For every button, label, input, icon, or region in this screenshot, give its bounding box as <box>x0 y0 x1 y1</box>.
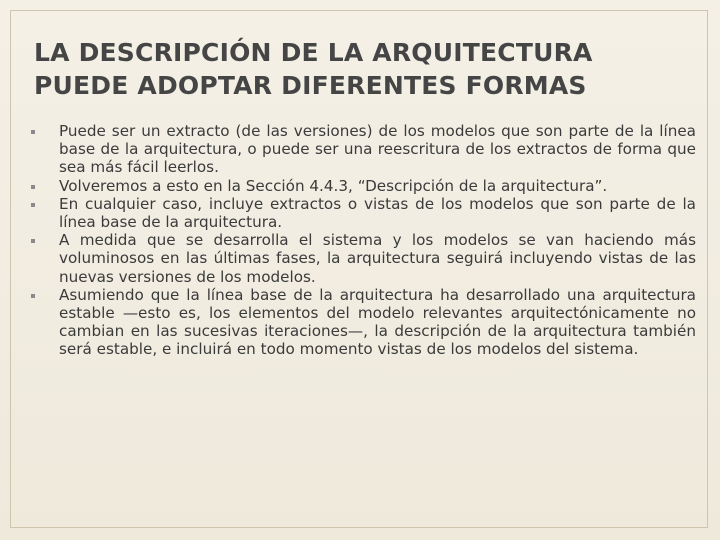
bullet-item-4 <box>26 231 696 286</box>
bullet-text: Puede ser un extracto (de las versiones) de los modelos que son parte de la línea base de la arquitectura, o puede ser una reescritura de los extractos de forma que sea más fácil leerlos. <box>59 122 696 177</box>
square-bullet-icon <box>31 130 35 134</box>
slide-title <box>34 36 684 102</box>
square-bullet-icon <box>31 239 35 243</box>
square-bullet-icon <box>31 185 35 189</box>
bullet-text: En cualquier caso, incluye extractos o vistas de los modelos que son parte de la línea base de la arquitectura. <box>59 194 696 232</box>
slide-title-line-2: PUEDE ADOPTAR DIFERENTES FORMAS <box>34 71 587 100</box>
slide-title-line-1: LA DESCRIPCIÓN DE LA ARQUITECTURA <box>34 38 593 67</box>
bullet-item-3 <box>26 195 696 231</box>
bullet-text: Asumiendo que la línea base de la arquitectura ha desarrollado una arquitectura estable —esto es, los elementos del modelo relevantes arquitectónicamente no cambian en las sucesivas iteraciones—, la descripción de la arquitectura también será estable, e incluirá en todo momento vistas de los modelos del sistema. <box>59 285 696 359</box>
bullet-text: A medida que se desarrolla el sistema y los modelos se van haciendo más voluminosos en las últimas fases, la arquitectura seguirá incluyendo vistas de las nuevas versiones de los modelos. <box>59 231 696 286</box>
bullet-text: Volveremos a esto en la Sección 4.4.3, “Descripción de la arquitectura”. <box>59 176 608 195</box>
bullet-list <box>26 122 696 359</box>
square-bullet-icon <box>31 203 35 207</box>
square-bullet-icon <box>31 294 35 298</box>
bullet-item-2 <box>26 177 696 195</box>
bullet-item-5 <box>26 286 696 359</box>
bullet-item-1 <box>26 122 696 177</box>
